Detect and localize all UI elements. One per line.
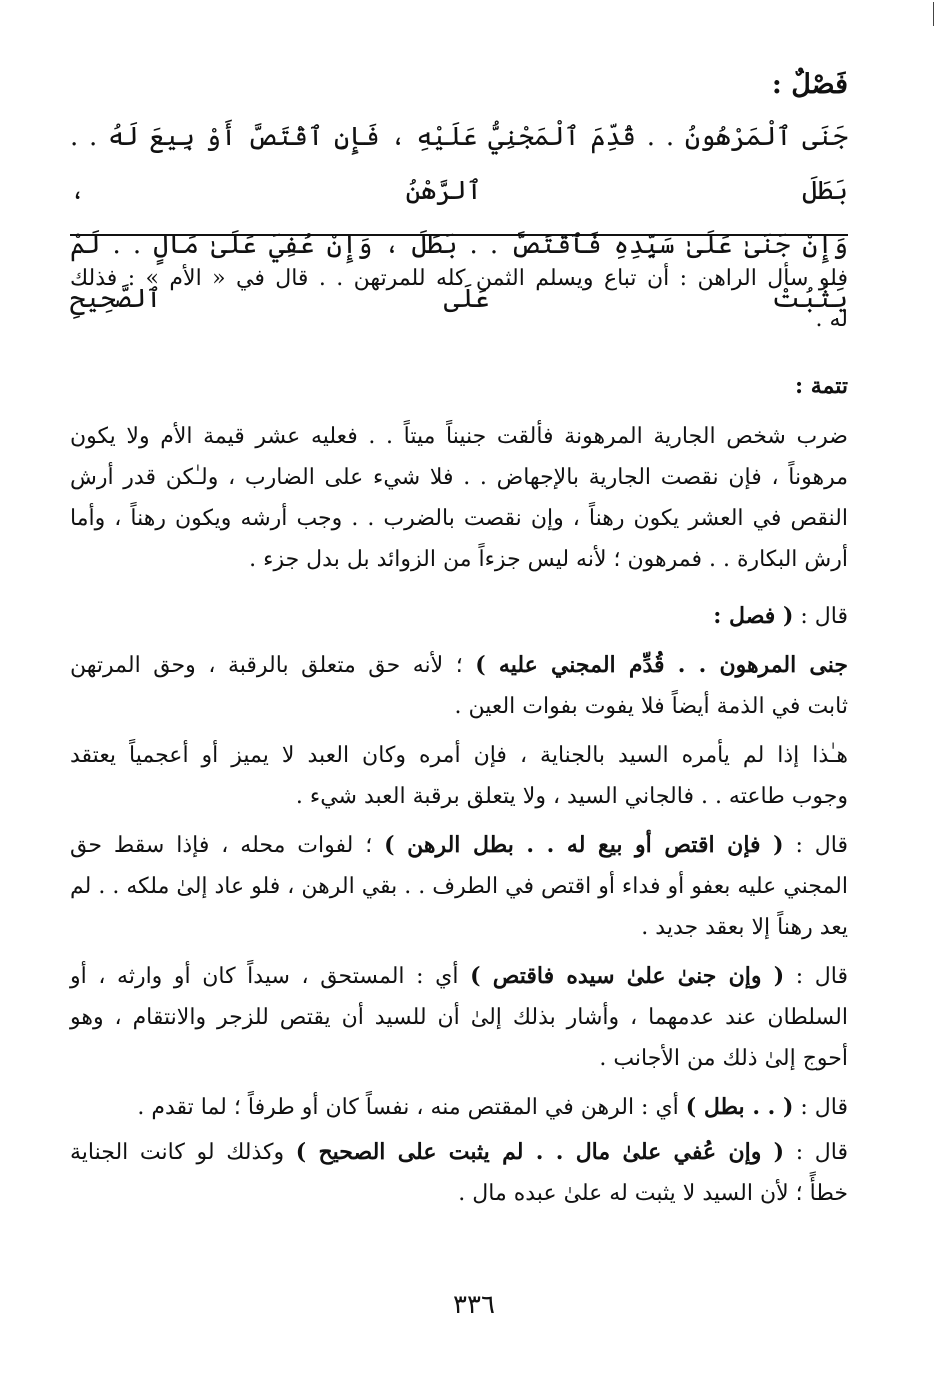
quoted-matn: ( فصل : [713, 603, 794, 629]
commentary-line: قال : ( وإن عُفي علىٰ مال . . لم يثبت على الصحيح ) وكذلك لو كانت الجناية [70, 1139, 848, 1165]
commentary-line: جنى المرهون . . قُدِّم المجني عليه ) ؛ لأنه حق متعلق بالرقبة ، وحق المرتهن [70, 652, 849, 678]
page-number: ٣٣٦ [453, 1290, 495, 1320]
tatimma-line: أرش البكارة . . فمرهون ؛ لأنه ليس جزءاً من الزوائد بل بدل جزء . [249, 547, 848, 572]
commentary-line: يعد رهناً إلا بعقد جديد . [641, 915, 848, 940]
commentary-line: ثابت في الذمة أيضاً فلا يفوت بفوات العين . [454, 694, 848, 719]
commentary-line: قال : ( . . بطل ) أي : الرهن في المقتص منه ، نفساً كان أو طرفاً ؛ لما تقدم . [137, 1094, 848, 1120]
previous-commentary [70, 258, 848, 340]
quoted-matn: ( وإن عُفي علىٰ مال . . لم يثبت على الصحيح ) [295, 1139, 785, 1165]
quoted-matn: جنى المرهون . . قُدِّم المجني عليه ) [475, 652, 849, 678]
commentary-line: له . [815, 307, 848, 332]
commentary-line: هـٰذا إذا لم يأمره السيد بالجناية ، فإن أمره وكان العبد لا يميز أو أعجمياً يعتقد [70, 743, 848, 768]
quoted-matn: ( فإن اقتص أو بيع له . . بطل الرهن ) [384, 832, 784, 858]
tatimma-line: النقص في العشر يكون رهناً ، وإن نقصت بالضرب . . وجب أرشه ويكون رهناً ، وأما [70, 506, 848, 531]
matn-line: جَنَى ٱلْمَرْهُونُ . . قُدِّمَ ٱلْمَجْنِيُّ عَلَيْهِ ، فَإِنِ ٱقْتَصَّ أَوْ بِيعَ لَهُ . . بَطَلَ ٱلرَّهْنُ ، [70, 122, 848, 206]
margin-tick [933, 2, 934, 26]
commentary-line: السلطان عند عدمهما ، وأشار بذلك إلىٰ أن للسيد أن يقتص للزجر والانتقام ، وهو [70, 1005, 848, 1030]
commentary-line: قال : ( وإن جنىٰ علىٰ سيده فاقتص ) أي : المستحق ، سيداً كان أو وارثه ، أو [70, 963, 848, 989]
commentary-line: قال : ( فإن اقتص أو بيع له . . بطل الرهن ) ؛ لفوات محله ، فإذا سقط حق [70, 832, 848, 858]
commentary-line: أحوج إلىٰ ذلك من الأجانب . [599, 1046, 848, 1071]
tatimma-heading: تتمة : [794, 373, 848, 399]
quoted-matn: ( وإن جنىٰ علىٰ سيده فاقتص ) [470, 963, 785, 989]
tatimma-section [70, 364, 848, 580]
commentary-line: فلو سأل الراهن : أن تباع ويسلم الثمن كله للمرتهن . . قال في « الأم » : فذلك [70, 266, 848, 291]
commentary-line: قال : ( فصل : [713, 603, 848, 629]
footnote-divider [70, 234, 848, 236]
tatimma-line: ضرب شخص الجارية المرهونة فألقت جنيناً ميتاً . . فعليه عشر قيمة الأم ولا يكون [70, 424, 848, 449]
quoted-matn: ( . . بطل ) [685, 1094, 794, 1120]
commentary-line: المجني عليه بعفو أو فداء أو اقتص في الطرف . . بقي الرهن ، فلو عاد إلىٰ ملكه . . لم [70, 874, 848, 899]
matn-heading: فَصْلٌ : [771, 69, 848, 100]
sharh-section [70, 596, 848, 1214]
matn-line: وَإِنْ جَنَىٰ عَلَىٰ سَيِّدِهِ فَٱقْتَصَّ . . بَطَلَ ، وَإِنْ عُفِيَ عَلَىٰ مَالٍ . . لَمْ يَثْبُتْ عَلَى ٱلصَّحِيحِ [70, 230, 848, 314]
commentary-line: وجوب طاعته . . فالجاني السيد ، ولا يتعلق برقبة العبد شيء . [295, 784, 848, 809]
commentary-line: خطأً ؛ لأن السيد لا يثبت له علىٰ عبده مال . [458, 1181, 848, 1206]
tatimma-line: مرهوناً ، فإن نقصت الجارية بالإجهاض . . فلا شيء على الضارب ، ولـٰكن قدر أرش [70, 465, 848, 490]
